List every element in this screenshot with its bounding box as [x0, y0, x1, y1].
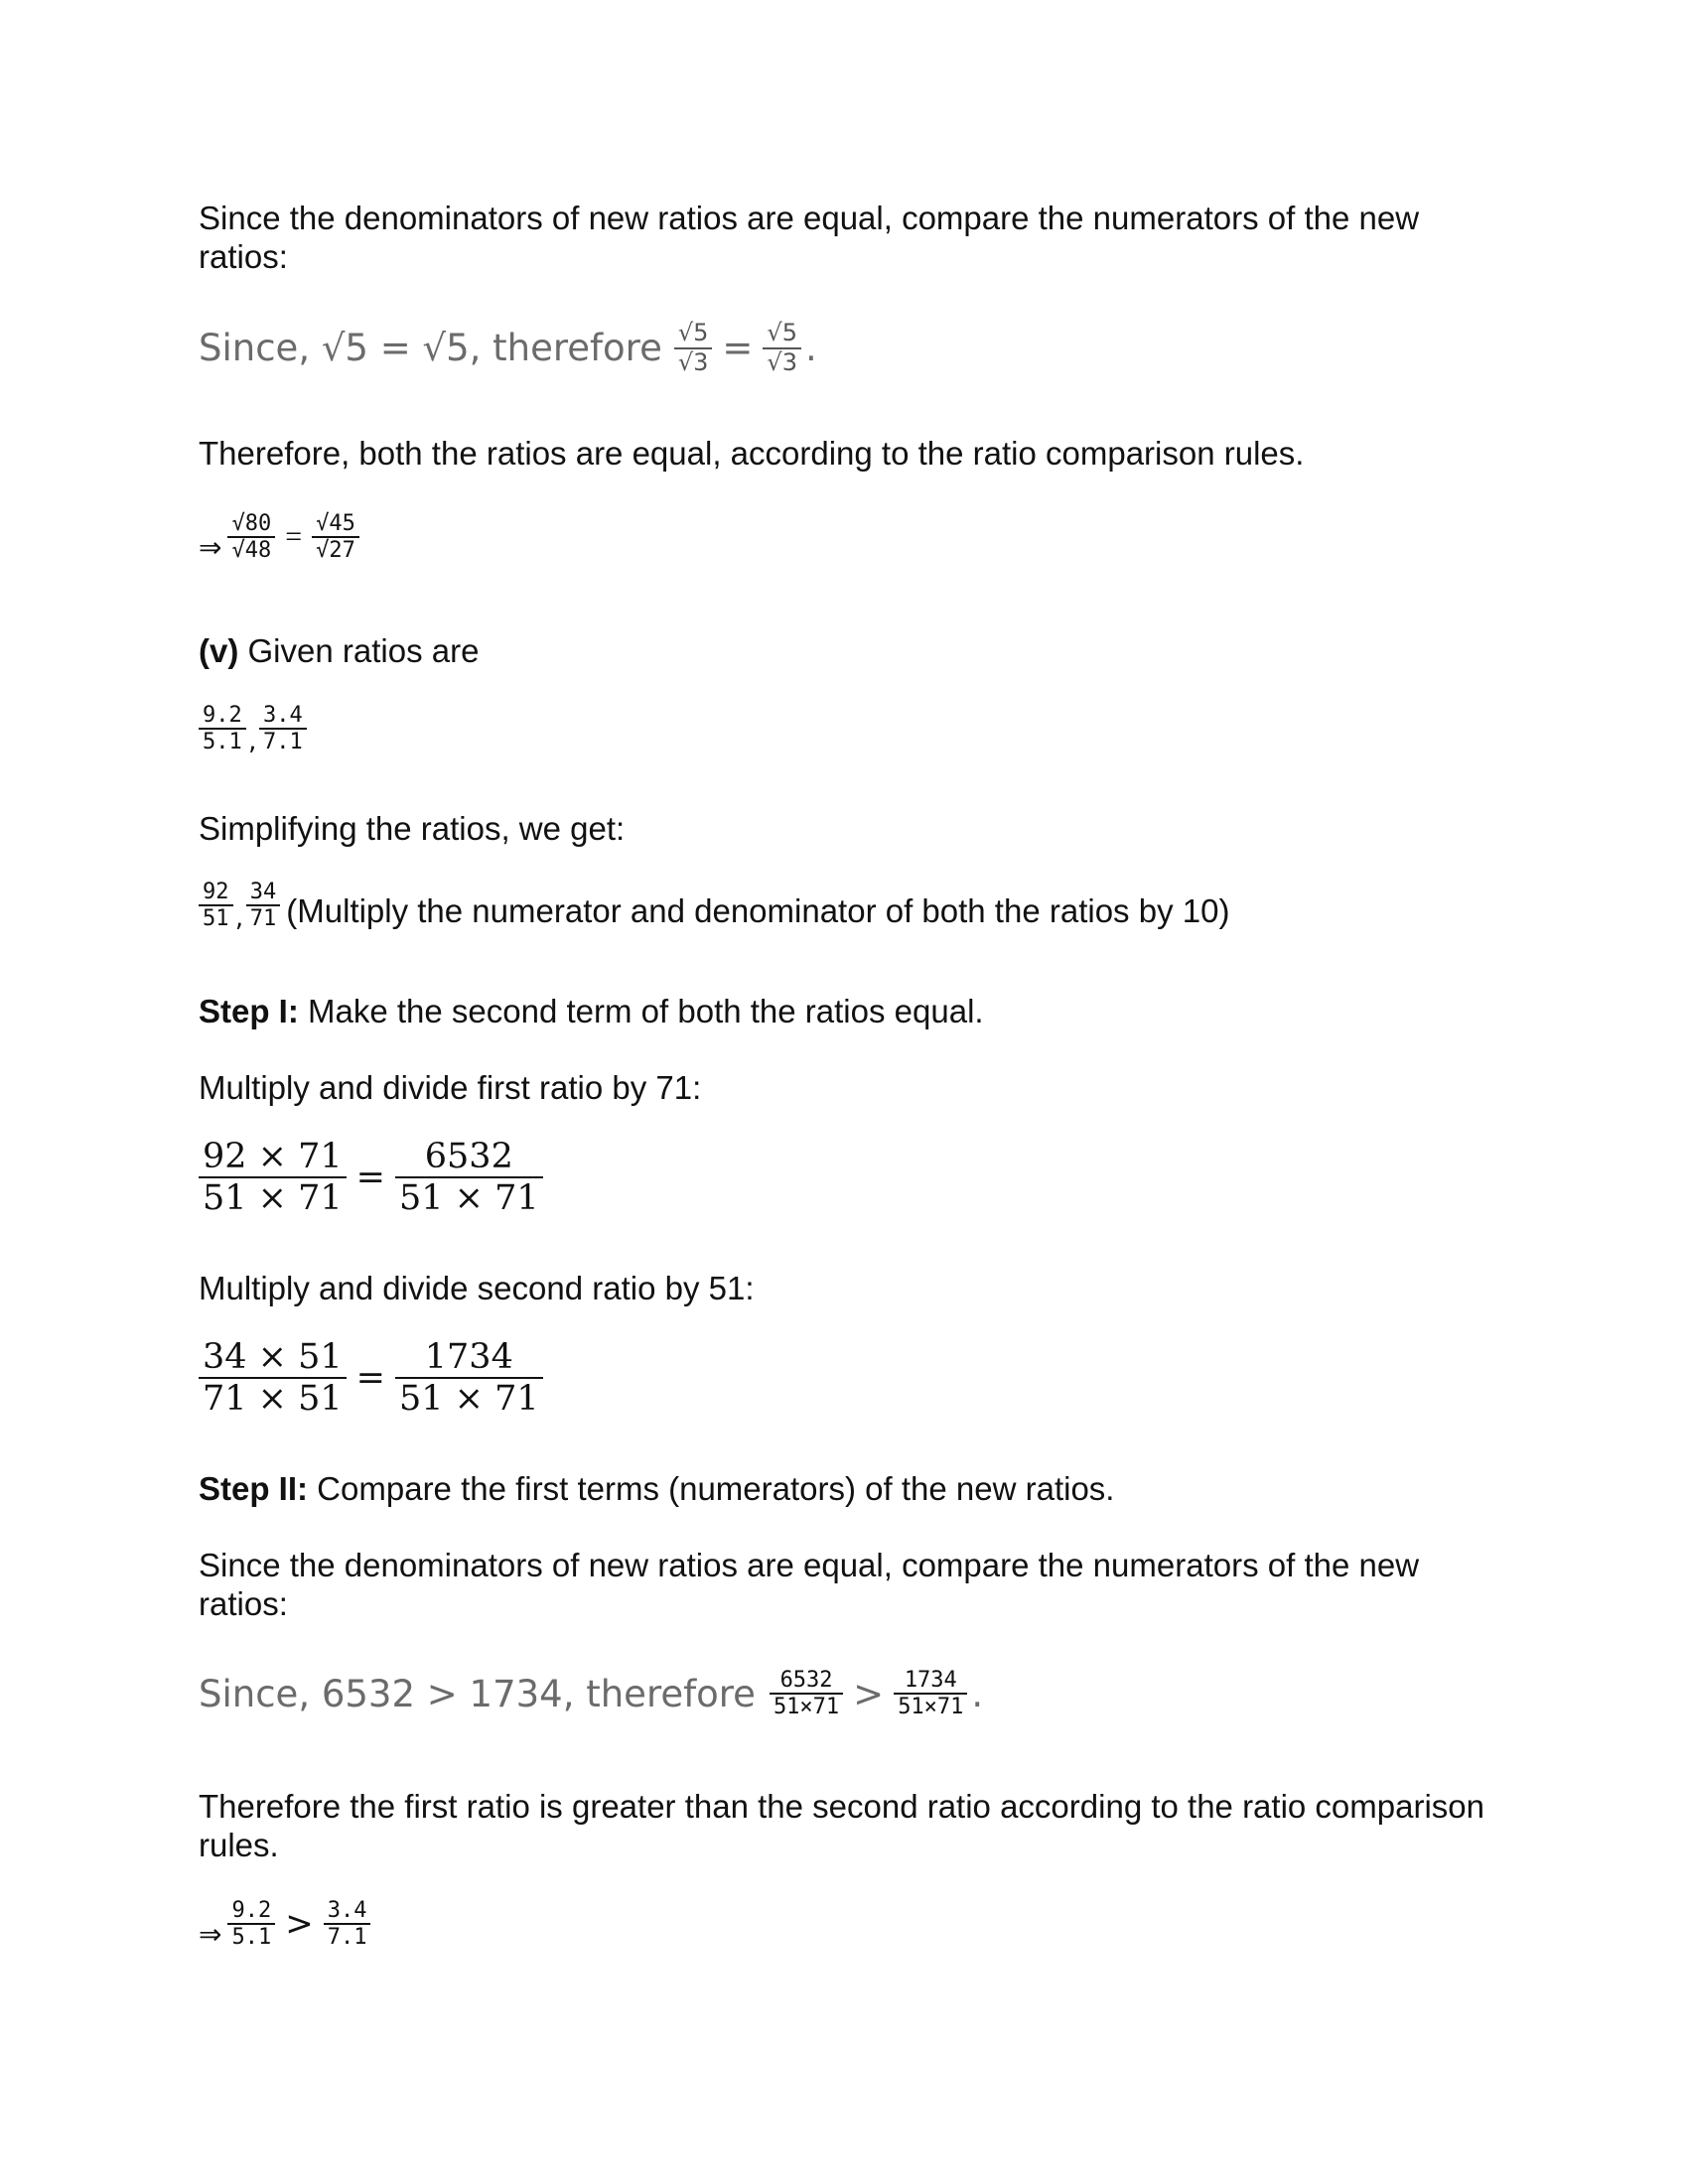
implies-arrow: ⇒ [199, 530, 222, 564]
equals-sign: = [285, 520, 303, 554]
fraction-right: $\frac{3.4}{7.1}$ [324, 1898, 371, 1951]
part-label: (v) [199, 632, 239, 669]
fraction-right: $\frac{√5}{√3}$ [763, 320, 801, 376]
fraction-left: $\frac{9.2}{5.1}$ [199, 703, 246, 755]
equation-ratio-greater [199, 1898, 370, 1951]
equation-6532-greater: Since, 6532 > 1734, therefore $\frac{6532}{51\times 71}$ > $\frac{1734}{51\times 71}$ . [199, 1668, 984, 1720]
paragraph-simplifying: Simplifying the ratios, we get: [199, 810, 626, 847]
fraction-left: $\frac{9.2}{5.1}$ [227, 1898, 275, 1951]
equation-lead-text: Since, 6532 > 1734, therefore [199, 1672, 756, 1715]
paragraph-multiply-second: Multiply and divide second ratio by 51: [199, 1270, 755, 1306]
equation-sqrt5-equal: Since, √5 = √5, therefore $\frac{√5}{√3}$ = $\frac{√5}{√3}$ . [199, 319, 817, 376]
fraction-right: $\frac{√45}{√27}$ [312, 511, 359, 564]
fraction-right: $\frac{34}{71}$ [246, 880, 281, 932]
simplified-ratios: $\frac{92}{51}$ , $\frac{34}{71}$ (Multiply the numerator and denominator of both the ratios by 10) [199, 880, 1229, 932]
equation-lead-text: Since, √5 = √5, therefore [199, 327, 662, 370]
fraction-left: $\frac{34 \times 51}{71 \times 51}$ [199, 1337, 347, 1420]
implies-arrow: ⇒ [199, 1917, 222, 1951]
given-ratios: $\frac{9.2}{5.1}$ , $\frac{3.4}{7.1}$ [199, 703, 307, 755]
equals-sign: = [355, 1158, 385, 1198]
step-label: Step II: [199, 1470, 309, 1507]
greater-than-sign: > [285, 1904, 314, 1945]
equals-sign: = [722, 327, 754, 370]
fraction-left: $\frac{√80}{√48}$ [227, 511, 275, 564]
fraction-left: $\frac{92 \times 71}{51 \times 71}$ [199, 1137, 347, 1219]
equals-sign: = [355, 1358, 385, 1399]
paragraph-first-greater: Therefore the first ratio is greater than the second ratio according to the ratio comparison rules. [199, 1788, 1485, 1863]
equation-second-ratio [199, 1337, 543, 1420]
greater-than-sign: > [853, 1672, 885, 1715]
paragraph-step-2: Step II: Compare the first terms (numerators) of the new ratios. [199, 1470, 1115, 1507]
equation-sqrt-ratios-equal [199, 511, 359, 564]
fraction-right: $\frac{1734}{51 \times 71}$ [395, 1337, 543, 1420]
paragraph-given-ratios: (v) Given ratios are [199, 632, 480, 669]
fraction-left: $\frac{√5}{√3}$ [674, 320, 713, 376]
step-label: Step I: [199, 993, 299, 1029]
paragraph-step-1: Step I: Make the second term of both the ratios equal. [199, 993, 984, 1029]
equation-first-ratio [199, 1137, 543, 1219]
fraction-right: $\frac{6532}{51 \times 71}$ [395, 1137, 543, 1219]
fraction-right: $\frac{3.4}{7.1}$ [259, 703, 307, 755]
paragraph-compare-numerators-1: Since the denominators of new ratios are equal, compare the numerators of the new ratios: [199, 200, 1420, 275]
paragraph-ratios-equal: Therefore, both the ratios are equal, according to the ratio comparison rules. [199, 435, 1305, 472]
fraction-left: $\frac{92}{51}$ [199, 880, 233, 932]
paragraph-multiply-first: Multiply and divide first ratio by 71: [199, 1069, 702, 1106]
simplification-note: (Multiply the numerator and denominator of both the ratios by 10) [286, 891, 1230, 929]
fraction-right: $\frac{1734}{51\times 71}$ [894, 1668, 967, 1720]
fraction-left: $\frac{6532}{51\times 71}$ [770, 1668, 843, 1720]
paragraph-compare-numerators-2: Since the denominators of new ratios are equal, compare the numerators of the new ratios: [199, 1547, 1420, 1622]
